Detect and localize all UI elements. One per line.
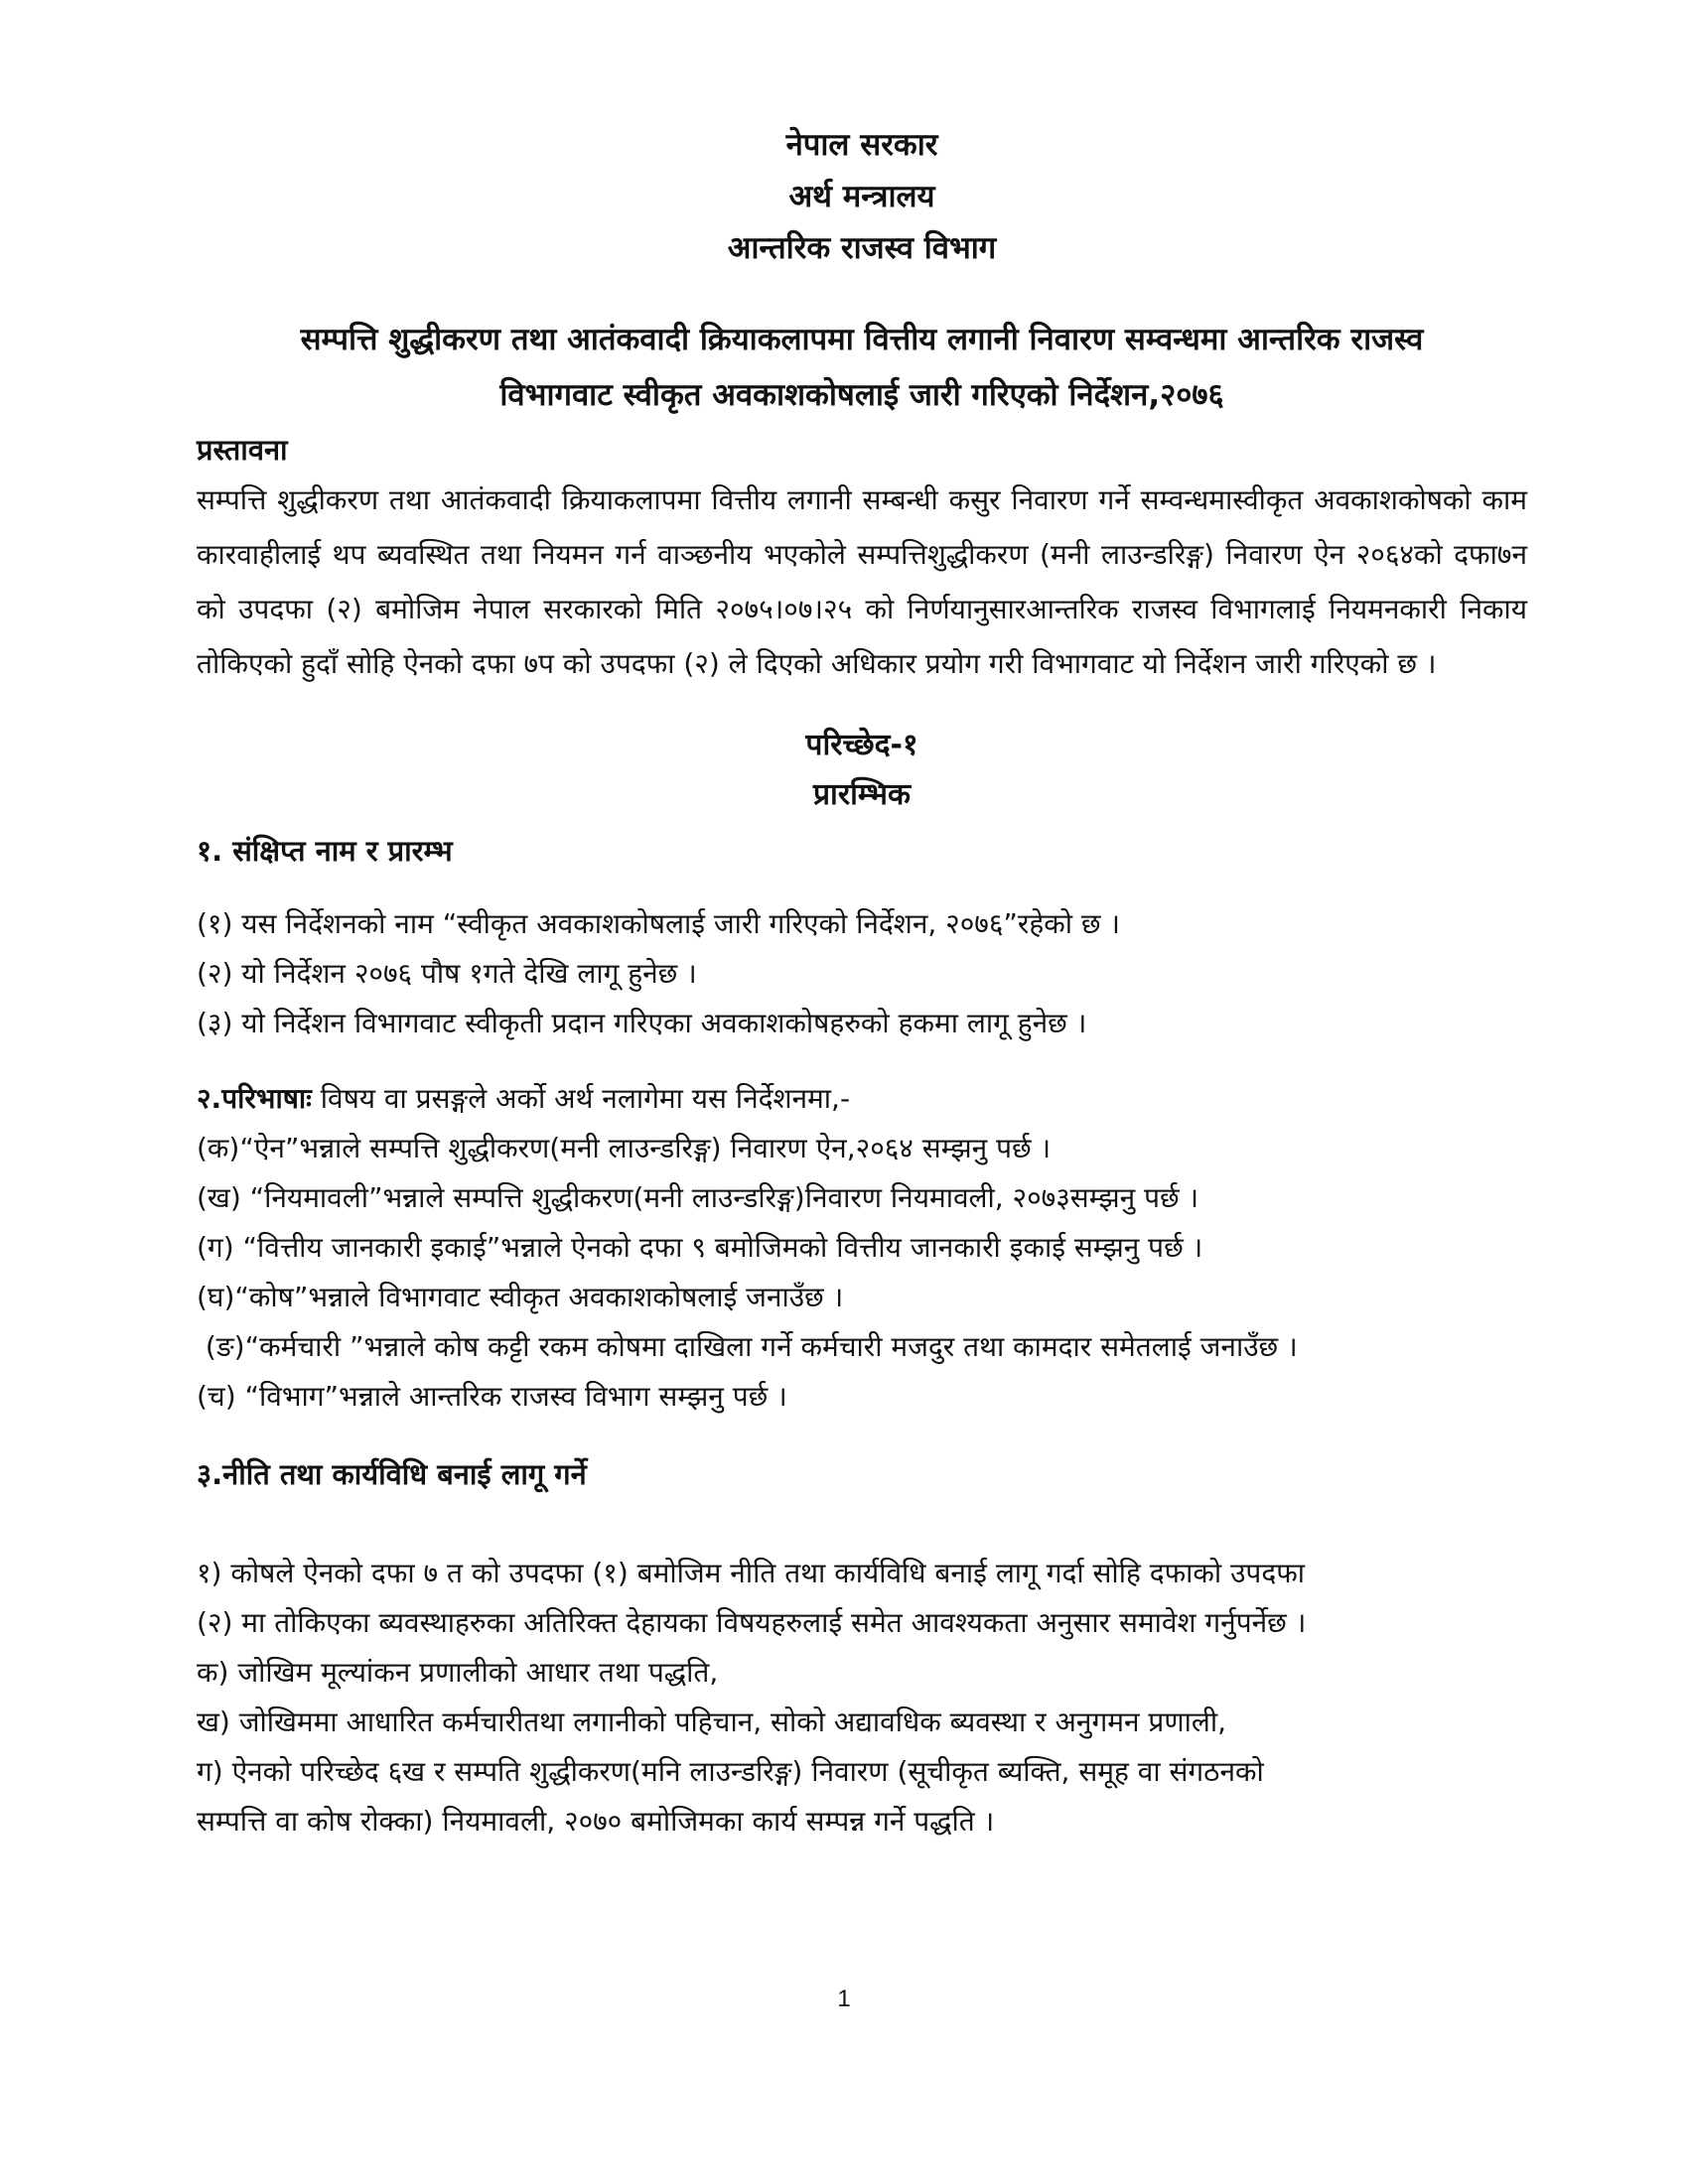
document-title [197,312,1527,423]
section-2-definitions [197,1074,1527,1422]
header-department: आन्तरिक राजस्व विभाग [727,230,997,266]
list-item: (१) यस निर्देशनको नाम “स्वीकृत अवकाशकोषलाई जारी गरिएको निर्देशन, २०७६”रहेको छ । [197,907,1121,940]
header-ministry: अर्थ मन्त्रालय [788,179,935,214]
list-item: (घ)“कोष”भन्नाले विभागवाट स्वीकृत अवकाशकोषलाई जनाउँछ । [197,1281,844,1313]
chapter-heading [197,721,1527,820]
preamble-paragraph: सम्पत्ति शुद्धीकरण तथा आतंकवादी क्रियाकलापमा वित्तीय लगानी सम्बन्धी कसुर निवारण गर्ने सम्वन्धमास्वीकृत अवकाशकोषको काम कारवाहीलाई थप ब्यवस्थित तथा नियमन गर्न वाञ्छनीय भएकोले सम्पत्तिशुद्धीकरण (मनी लाउन्डरिङ्ग) निवारण ऐन २०६४को दफा७न को उपदफा (२) बमोजिम नेपाल सरकारको मिति २०७५।०७।२५ को निर्णयानुसारआन्तरिक राजस्व विभागलाई नियमनकारी निकाय तोकिएको हुदाँ सोहि ऐनको दफा ७प को उपदफा (२) ले दिएको अधिकार प्रयोग गरी विभागवाट यो निर्देशन जारी गरिएको छ । [197,483,1527,680]
chapter-name: प्रारम्भिक [812,777,911,812]
section-heading-short-name: १. संक्षिप्त नाम र प्रारम्भ [197,834,453,868]
section-3-body [197,1549,1527,1846]
list-item: ग) ऐनको परिच्छेद ६ख र सम्पति शुद्धीकरण(मनि लाउन्डरिङ्ग) निवारण (सूचीकृत ब्यक्ति, समूह वा संगठनको [197,1755,1264,1788]
document-page [197,119,1527,1846]
list-item: सम्पत्ति वा कोष रोक्का) नियमावली, २०७० बमोजिमका कार्य सम्पन्न गर्ने पद्धति । [197,1805,995,1838]
document-title-line: विभागवाट स्वीकृत अवकाशकोषलाई जारी गरिएको निर्देशन,२०७६ [499,377,1224,413]
page-number: 1 [837,1985,851,2012]
preamble-heading: प्रस्तावना [197,433,288,467]
section-1-items [197,899,1527,1048]
document-title-line: सम्पत्ति शुद्धीकरण तथा आतंकवादी क्रियाकलापमा वित्तीय लगानी निवारण सम्वन्धमा आन्तरिक राजस्व [300,322,1424,357]
header-government: नेपाल सरकार [785,127,938,163]
list-item: ख) जोखिममा आधारित कर्मचारीतथा लगानीको पहिचान, सोको अद्यावधिक ब्यवस्था र अनुगमन प्रणाली, [197,1706,1226,1738]
chapter-number: परिच्छेद-१ [805,728,918,762]
list-item: क) जोखिम मूल्यांकन प्रणालीको आधार तथा पद्धति, [197,1656,719,1689]
list-item: (ङ)“कर्मचारी ”भन्नाले कोष कट्टी रकम कोषमा दाखिला गर्ने कर्मचारी मजदुर तथा कामदार समेतलाई जनाउँछ । [197,1330,1298,1363]
definitions-intro [197,1074,1527,1124]
list-item: (३) यो निर्देशन विभागवाट स्वीकृती प्रदान गरिएका अवकाशकोषहरुको हकमा लागू हुनेछ । [197,1007,1087,1039]
section-heading-definitions: २.परिभाषाः [197,1082,312,1115]
list-item: (च) “विभाग”भन्नाले आन्तरिक राजस्व विभाग सम्झनु पर्छ । [197,1380,787,1413]
list-item: (क)“ऐन”भन्नाले सम्पत्ति शुद्धीकरण(मनी लाउन्डरिङ्ग) निवारण ऐन,२०६४ सम्झनु पर्छ । [197,1132,1052,1164]
list-item: (२) यो निर्देशन २०७६ पौष १गते देखि लागू हुनेछ । [197,957,697,990]
paragraph-line: (२) मा तोकिएका ब्यवस्थाहरुका अतिरिक्त देहायका विषयहरुलाई समेत आवश्यकता अनुसार समावेश गर्नुपर्नेछ । [197,1606,1307,1639]
section-heading-policy: ३.नीति तथा कार्यविधि बनाई लागू गर्ने [197,1457,587,1491]
definitions-intro-text: विषय वा प्रसङ्गले अर्को अर्थ नलागेमा यस निर्देशनमा,- [311,1082,851,1115]
list-item: (ख) “नियमावली”भन्नाले सम्पत्ति शुद्धीकरण(मनी लाउन्डरिङ्ग)निवारण नियमावली, २०७३सम्झनु पर्छ । [197,1181,1199,1214]
list-item: (ग) “वित्तीय जानकारी इकाई”भन्नाले ऐनको दफा ९ बमोजिमको वित्तीय जानकारी इकाई सम्झनु पर्छ । [197,1231,1203,1264]
paragraph-line: १) कोषले ऐनको दफा ७ त को उपदफा (१) बमोजिम नीति तथा कार्यविधि बनाई लागू गर्दा सोहि दफाको उपदफा [197,1557,1306,1589]
